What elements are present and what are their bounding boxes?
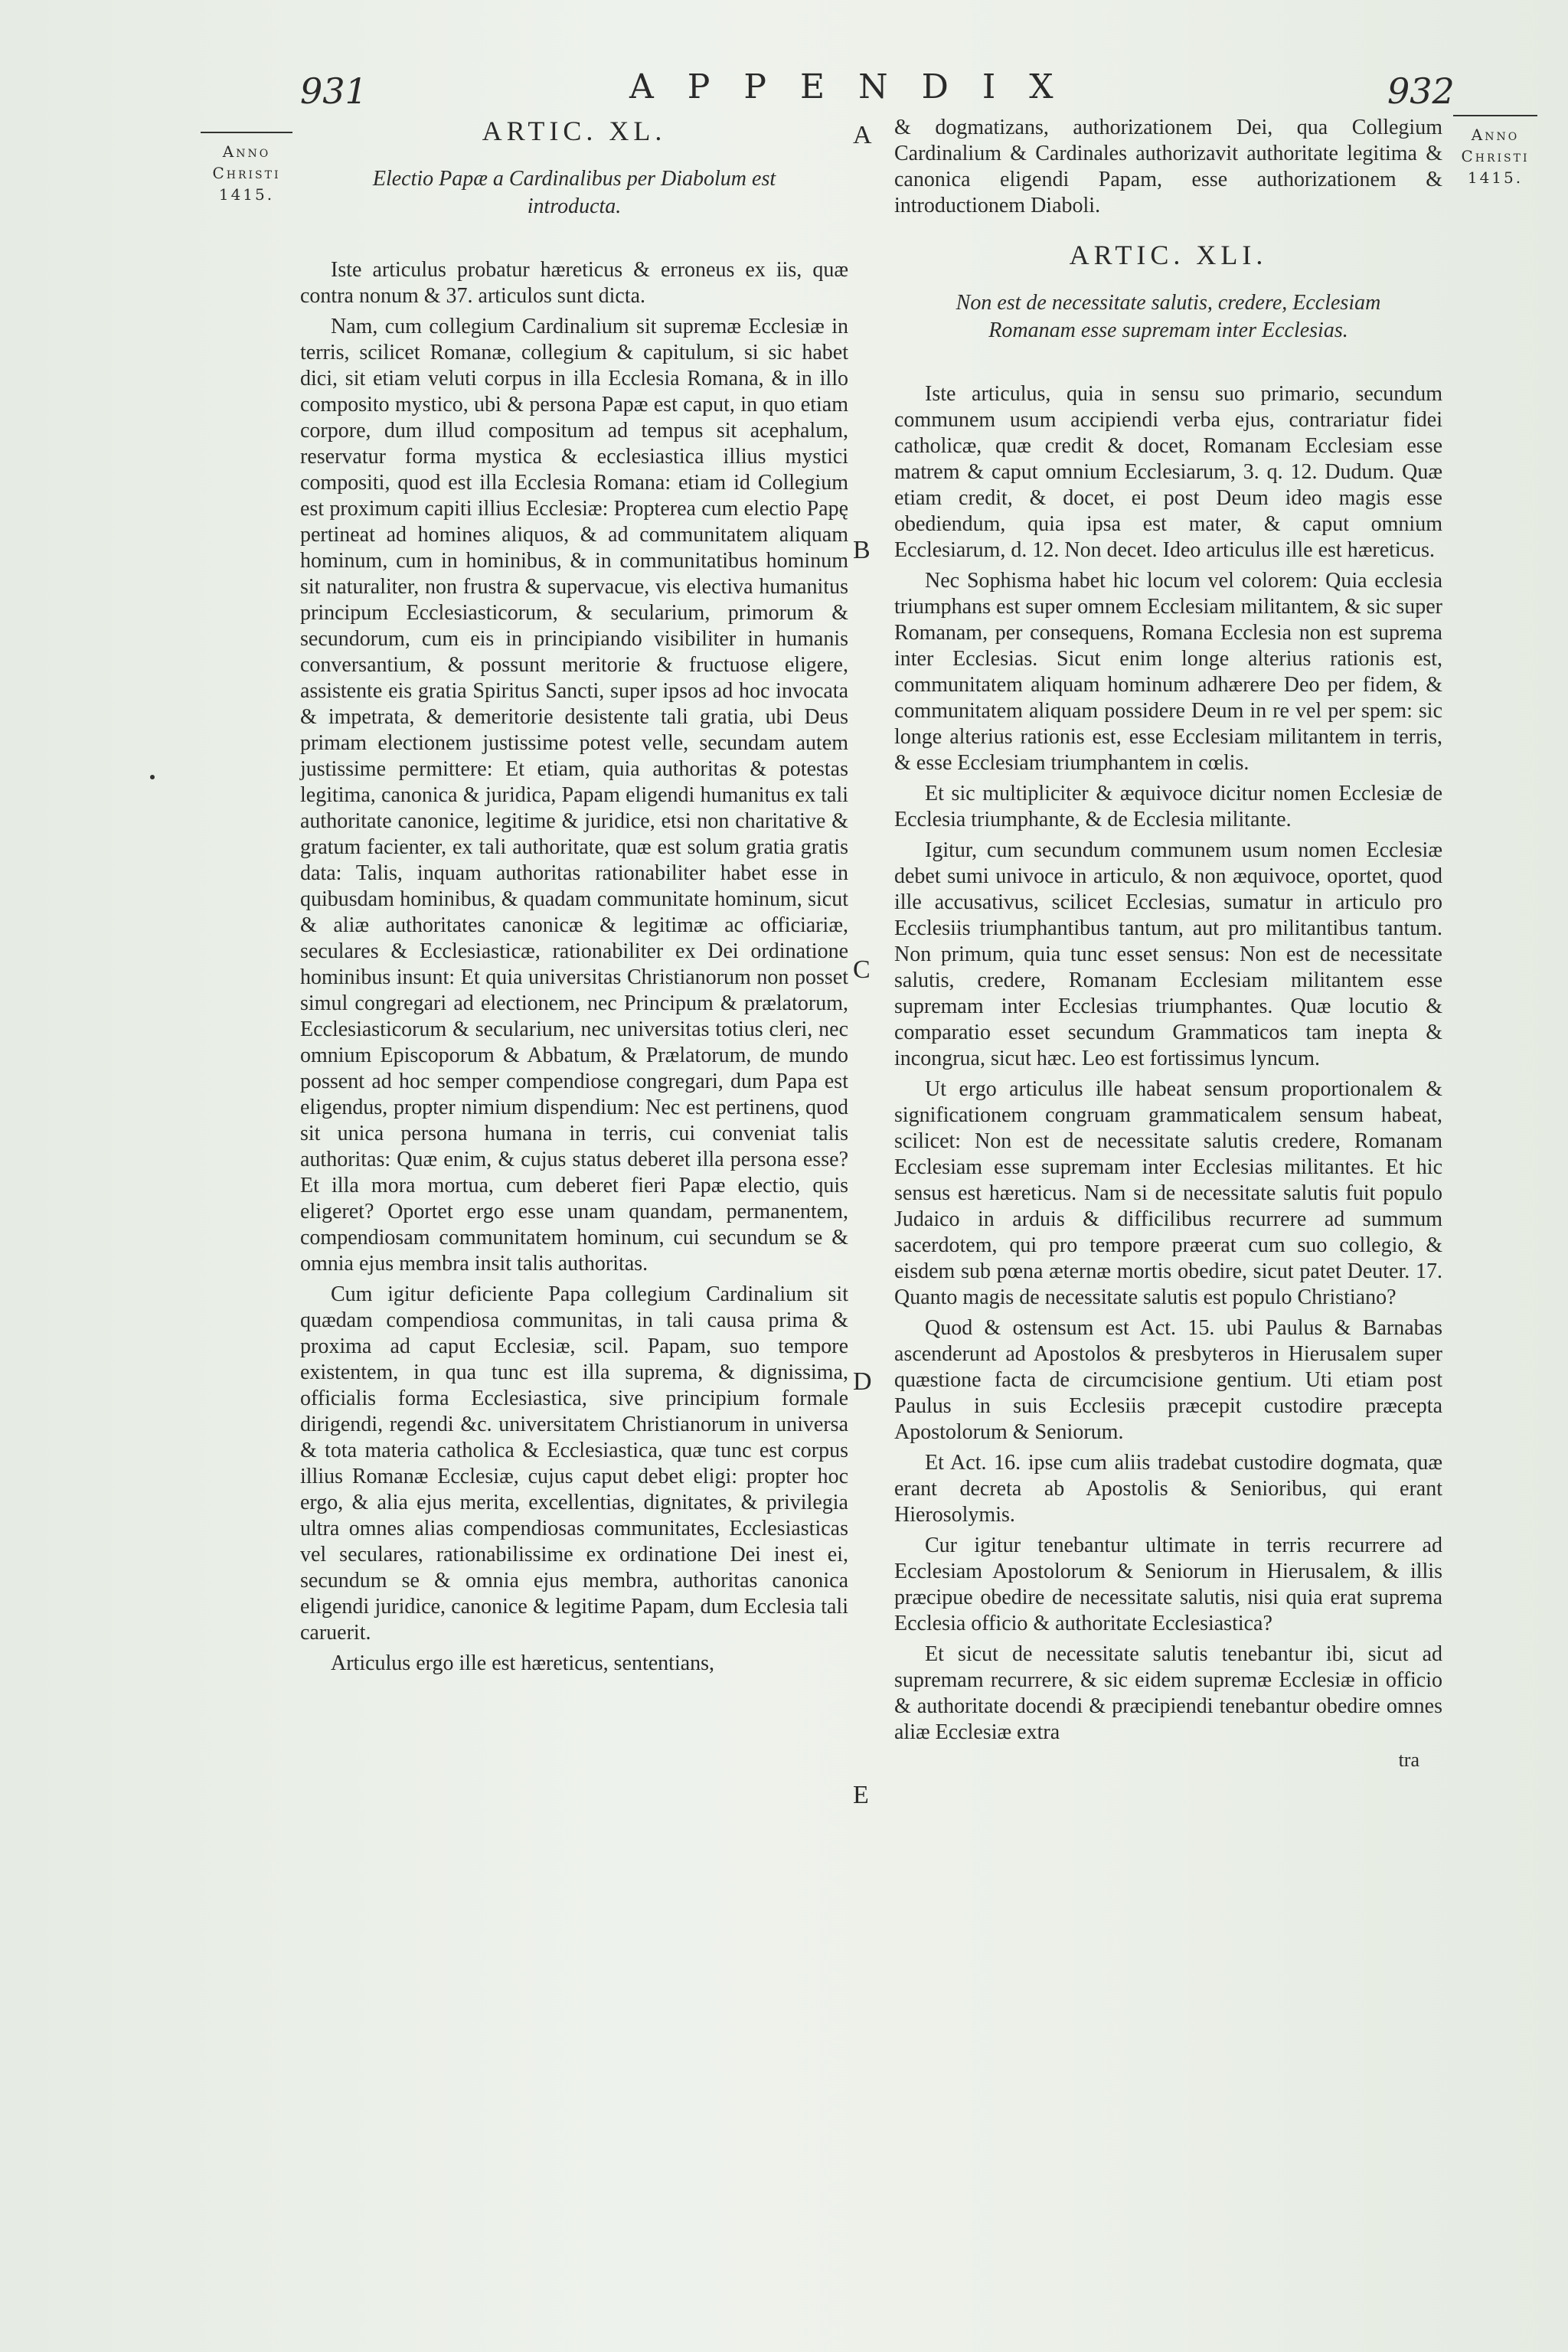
margin-christi: Christi [1461, 147, 1530, 165]
margin-anno: Anno [1471, 126, 1520, 144]
paragraph: Cum igitur deficiente Papa collegium Cardinalium sit quædam compendiosa communitas, in tali causa prima & proxima ad caput Ecclesiæ, scil. Papam, suo tempore existentem, in qua tunc est illa suprema, & dignissima, officialis forma Ecclesiastica, sive principium formale dirigendi, regendi &c. universitatem Christianorum in universa & tota materia catholica & Ecclesiastica, quæ tunc est corpus illius Romanæ Ecclesiæ, cujus caput debet eligi: propter hoc ergo, & alia ejus merita, excellentias, dignitates, & privilegia ultra omnes alias compendiosas communitates, Ecclesiasticas vel seculares, rationabilissime ex ordinatione Dei inest ei, secundum se & omnia ejus membra, authoritas canonica eligendi juridice, canonice & legitime Papam, dum Ecclesia tali caruerit. [300, 1282, 848, 1645]
article-subtitle: Electio Papæ a Cardinalibus per Diabolum est introducta. [372, 167, 776, 218]
margin-year: 1415. [1467, 168, 1524, 187]
running-title: APPENDIX [629, 67, 1087, 106]
article-heading: ARTIC. XL. [482, 116, 667, 146]
margin-anno: Anno [222, 142, 271, 161]
margin-rule [1453, 115, 1537, 116]
left-page-number: 931 [300, 70, 368, 112]
paragraph: Et sicut de necessitate salutis tenebantur ibi, sicut ad supremam recurrere, & sic eidem supremæ Ecclesiæ in officio & authoritate docendi & præcipiendi tenebantur obedire omnes aliæ Ecclesiæ extra [894, 1642, 1442, 1744]
section-letter-a: A [853, 121, 872, 149]
right-column [894, 115, 1442, 1773]
paragraph: Articulus ergo ille est hæreticus, sententians, [331, 1651, 715, 1675]
paragraph-continuation: & dogmatizans, authorizationem Dei, qua Collegium Cardinalium & Cardinales authorizavit authoritate legitima & canonica eligendi Papam, esse authorizationem & introductionem Diaboli. [894, 116, 1442, 217]
paragraph: Et Act. 16. ipse cum aliis tradebat custodire dogmata, quæ erant decreta ab Apostolis & Senioribus, qui erant Hierosolymis. [894, 1451, 1442, 1527]
article-heading: ARTIC. XLI. [1069, 240, 1268, 270]
left-column [300, 115, 848, 1677]
paragraph: Iste articulus, quia in sensu suo primario, secundum communem usum accipiendi verba ejus, contrariatur fidei catholicæ, quæ credit & docet, Romanam Ecclesiam esse matrem & caput omnium Ecclesiarum, 3. q. 12. Dudum. Quæ etiam credit, & docet, ei post Deum ideo magis esse obediendum, quia ipsa est mater, & caput omnium Ecclesiarum, d. 12. Non decet. Ideo articulus ille est hæreticus. [894, 382, 1442, 562]
section-letter-c: C [853, 956, 871, 984]
paragraph: Cur igitur tenebantur ultimate in terris recurrere ad Ecclesiam Apostolorum & Seniorum in Hierusalem, & illis præcipue obedire de necessitate salutis, nisi quia erat suprema Ecclesia officio & authoritate Ecclesiastica? [894, 1534, 1442, 1635]
paragraph: Iste articulus probatur hæreticus & erroneus ex iis, quæ contra nonum & 37. articulos sunt dicta. [300, 258, 848, 308]
margin-christi: Christi [212, 164, 281, 182]
margin-year: 1415. [218, 185, 275, 204]
paragraph: Igitur, cum secundum communem usum nomen Ecclesiæ debet sumi univoce in articulo, & non æquivoce, oportet, quod ille accusativus, scilicet Ecclesias, sumatur in articulo pro Ecclesiis triumphantibus tantum, aut pro militantibus tantum. Non primum, quia tunc esset sensus: Non est de necessitate salutis, credere, Romanam Ecclesiam militantem esse supremam inter Ecclesias triumphantes. Quæ locutio & comparatio esset secundum Grammaticos tam inepta & incongrua, sicut hæc. Leo est fortissimus lyncum. [894, 838, 1442, 1070]
paragraph: Nec Sophisma habet hic locum vel colorem: Quia ecclesia triumphans est super omnem Ecclesiam militantem, & sic super Romanam, per consequens, Romana Ecclesia non est suprema inter Ecclesias. Sicut enim longe alterius rationis est, communitatem aliquam hominum adhærere Deo per fidem, & communitatem aliquam possidere Deum in re vel per spem: sic longe alterius rationis est, esse Ecclesiam militantem in terris, & esse Ecclesiam triumphantem in cœlis. [894, 569, 1442, 775]
margin-dot [150, 775, 155, 779]
margin-note-left [201, 132, 292, 205]
margin-note-right [1453, 115, 1537, 188]
margin-rule [201, 132, 292, 133]
right-page-number: 932 [1387, 70, 1455, 112]
section-letter-d: D [853, 1367, 872, 1396]
section-letter-e: E [853, 1781, 869, 1809]
paragraph: Quod & ostensum est Act. 15. ubi Paulus & Barnabas ascenderunt ad Apostolos & presbyteros in Hierusalem super quæstione facta de circumcisione gentium. Uti etiam post Paulus in suis Ecclesiis præcepit custodire præcepta Apostolorum & Seniorum. [894, 1316, 1442, 1444]
paragraph: Nam, cum collegium Cardinalium sit supremæ Ecclesiæ in terris, scilicet Romanæ, collegium & capitulum, si sic habet dici, sit etiam veluti corpus in illa Ecclesia Romana, & in illo composito mystico, ubi & persona Papæ est caput, in quo etiam corpore, dum illud compositum ad tempus sit acephalum, reservatur forma mystica & ecclesiastica illius mystici compositi, quod est illa Ecclesia Romana: etiam id Collegium est proximum capiti illius Ecclesiæ: Propterea cum electio Papę pertineat ad homines aliquos, & ad communitatem aliquam hominum, cum in hominibus, & in communitatibus hominum sit naturaliter, non frustra & supervacue, vis electiva humanitus principum Ecclesiasticorum, & secularium, primorum & secundorum, cum eis in principiando visibiliter in humanis conversantium, & possunt meritorie & fructuose eligere, assistente eis gratia Spiritus Sancti, super ipsos ad hoc invocata & impetrata, & demeritorie desistente tali gratia, ubi Deus primam electionem justissime potest velle, secundam autem justissime permittere: Et etiam, quia authoritas & potestas legitima, canonica & juridica, Papam eligendi humanitus ex tali authoritate canonice, legitime & juridice, etsi non charitative & gratum facienter, ex tali authoritate, quæ est solum gratia gratis data: Talis, inquam authoritas rationabiliter habet esse in quibusdam hominibus, & quadam communitate hominum, sicut & aliæ authoritates canonicæ & legitimæ ac officiariæ, seculares & Ecclesiasticæ, rationabiliter ex Dei ordinatione hominibus insunt: Et quia universitas Christianorum non posset simul congregari ad electionem, nec Principum & prælatorum, Ecclesiasticorum & secularium, nec universitas totius cleri, nec omnium Episcoporum & Abbatum, & Prælatorum, de mundo possent ad hoc semper compendiose congregari, dum Papa est eligendus, propter nimium dispendium: Nec est pertinens, quod sit unica persona humana in terris, cui conveniat talis authoritas: Quæ enim, & cujus status deberet illa persona esse? Et illa mora mortua, cum deberet fieri Papæ electio, quis eligeret? Oportet ergo esse unam quandam, permanentem, compendiosam communitatem hominum, cui secundum se & omnia ejus membra insit talis authoritas. [300, 315, 848, 1276]
catchword: tra [1398, 1749, 1419, 1771]
article-subtitle: Non est de necessitate salutis, credere, Ecclesiam Romanam esse supremam inter Ecclesias. [956, 291, 1381, 342]
section-letter-b: B [853, 536, 871, 564]
paragraph: Ut ergo articulus ille habeat sensum proportionalem & significationem congruam grammaticalem sensum habeat, scilicet: Non est de necessitate salutis credere, Romanam Ecclesiam esse supremam inter Ecclesias militantes. Et hic sensus est hæreticus. Nam si de necessitate salutis fuit populo Judaico in arduis & difficilibus recurrere ad summum sacerdotem, qui pro tempore præerat cum suo collegio, & eisdem sub pœna æternæ mortis obedire, sicut patet Deuter. 17. Quanto magis de necessitate salutis est populo Christiano? [894, 1077, 1442, 1309]
paragraph: Et sic multipliciter & æquivoce dicitur nomen Ecclesiæ de Ecclesia triumphante, & de Ecclesia militante. [894, 782, 1442, 831]
